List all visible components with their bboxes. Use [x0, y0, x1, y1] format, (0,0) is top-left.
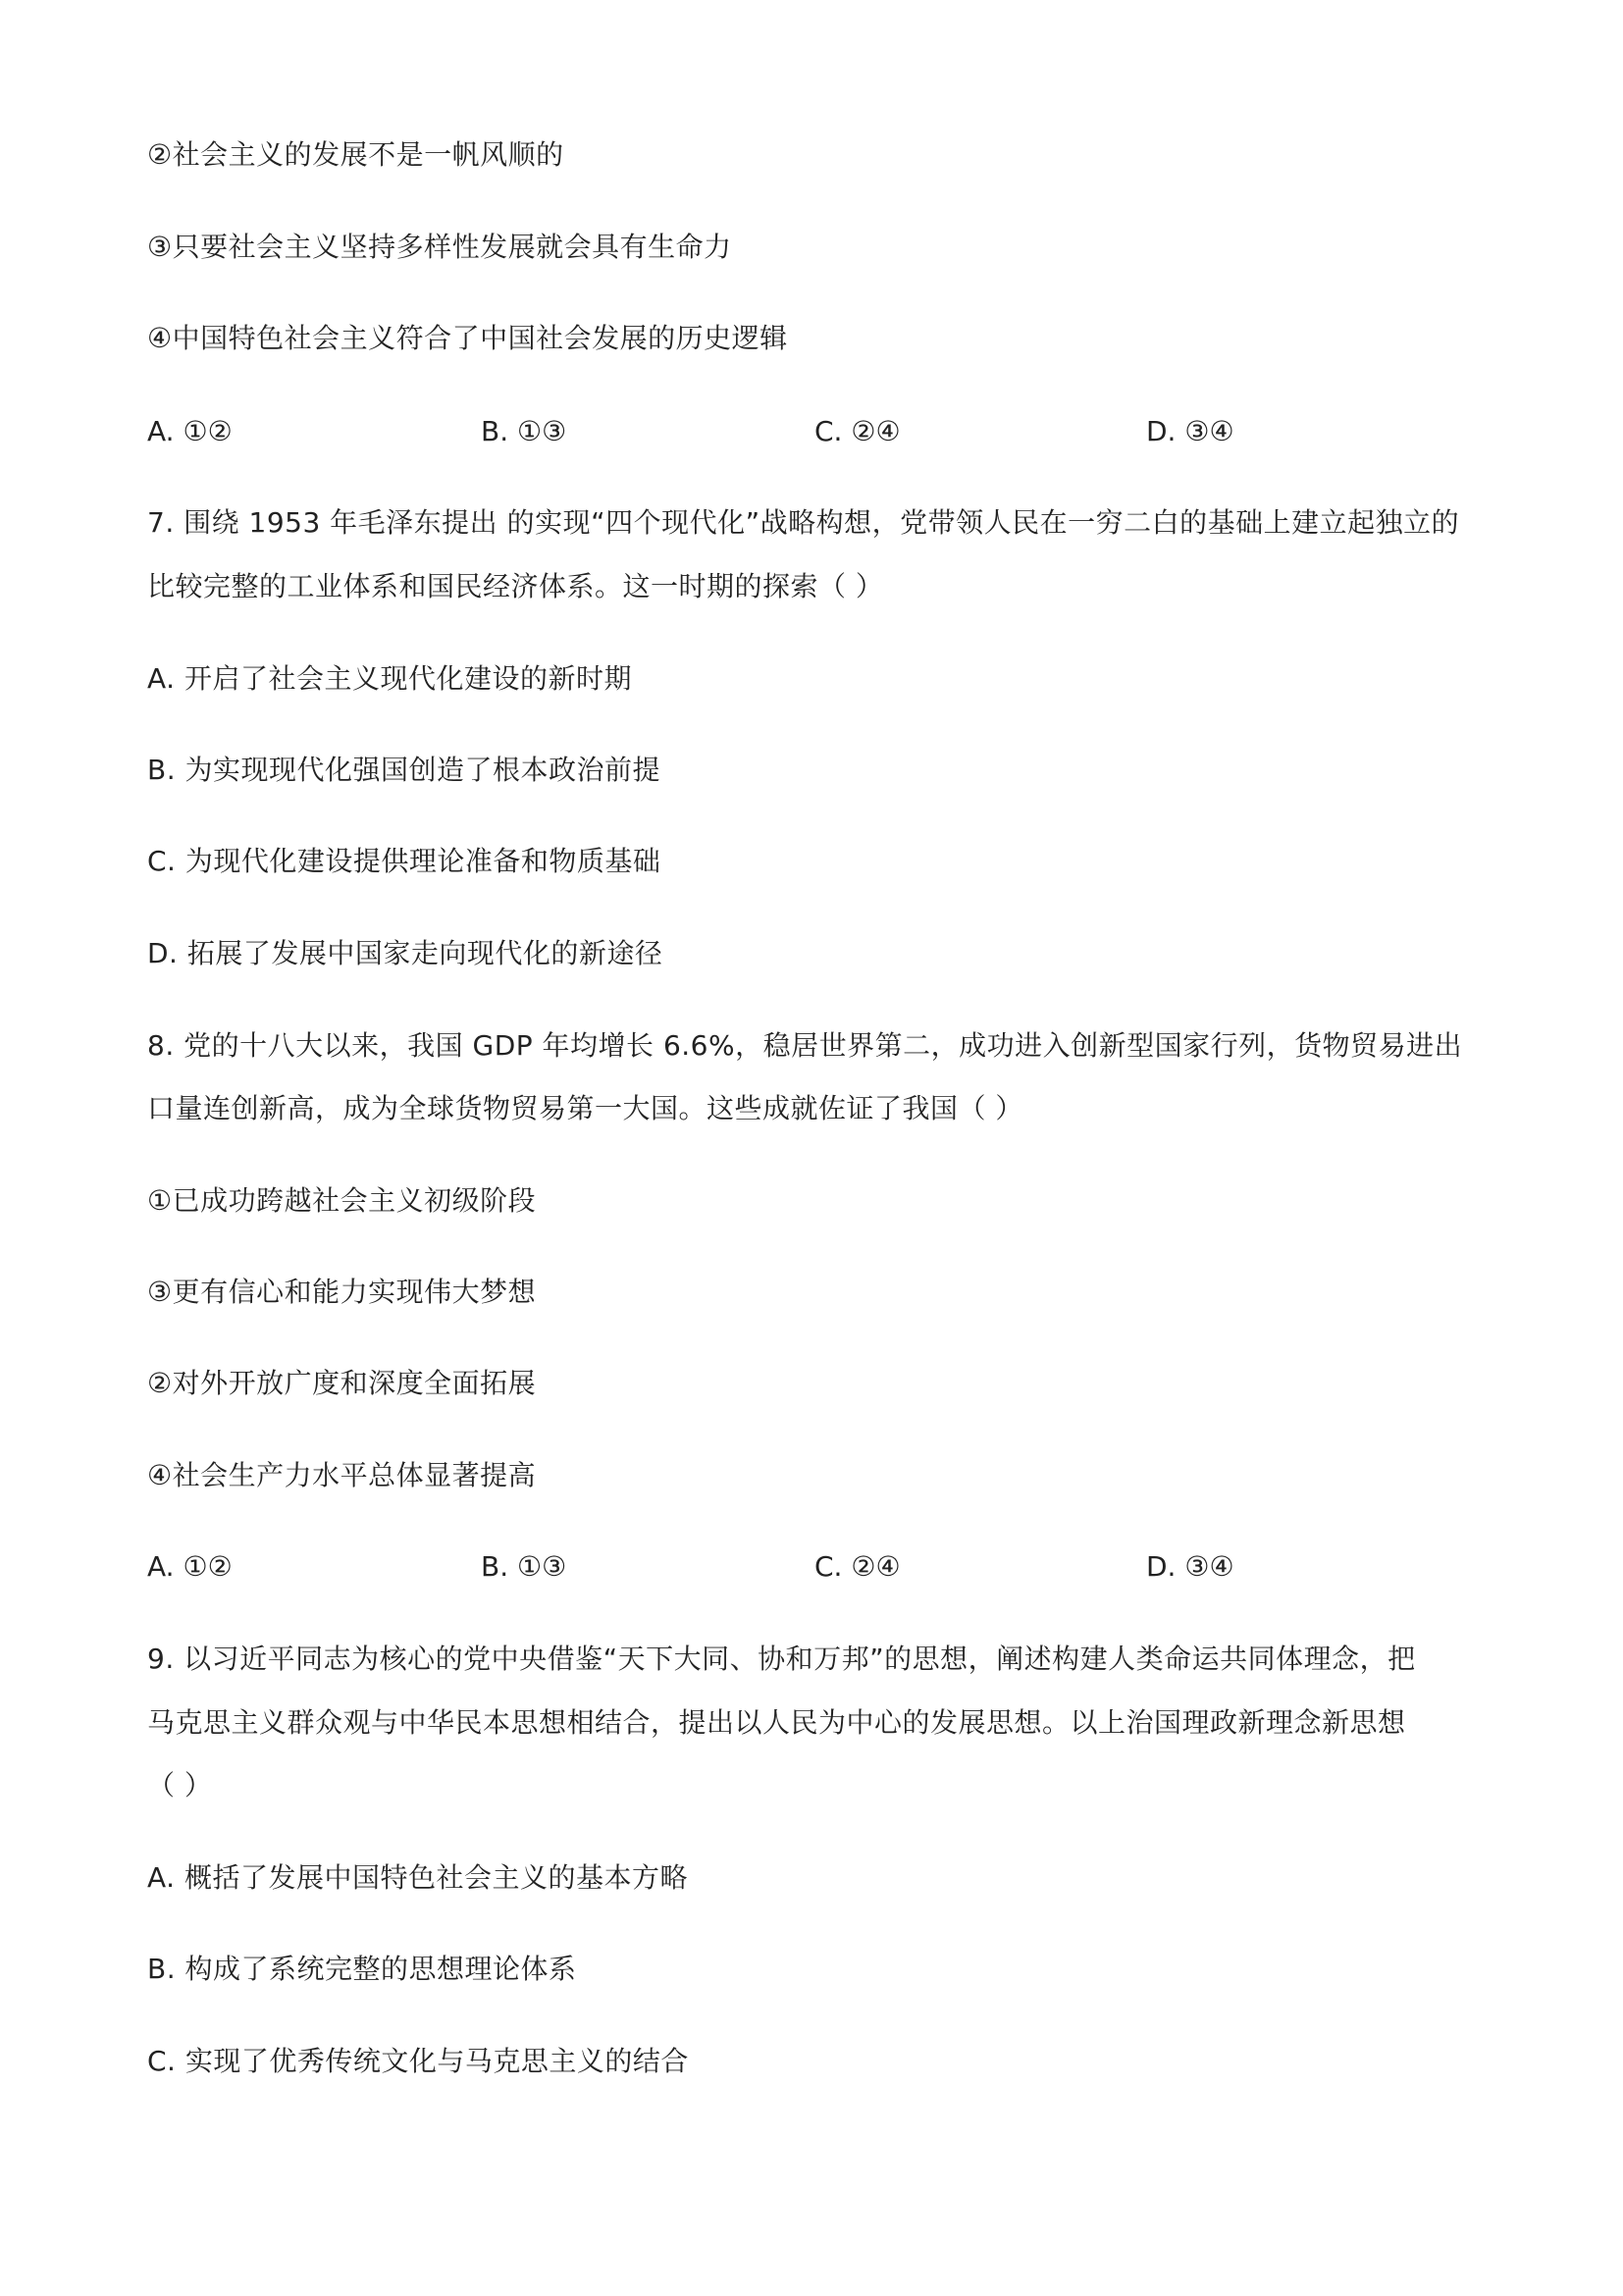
q8-stem-line-1: 8. 党的十八大以来，我国 GDP 年均增长 6.6%，稳居世界第二，成功进入创新型国家行列，货物贸易进出 [147, 1029, 1463, 1062]
q7-option-a: A. 开启了社会主义现代化建设的新时期 [147, 662, 632, 695]
q9-option-c: C. 实现了优秀传统文化与马克思主义的结合 [147, 2045, 689, 2077]
q9-stem-line-2: 马克思主义群众观与中华民本思想相结合，提出以人民为中心的发展思想。以上治国理政新理念新思想 [147, 1706, 1406, 1739]
q8-option-b: B. ①③ [481, 1550, 567, 1583]
q8-statement-4: ④社会生产力水平总体显著提高 [147, 1459, 537, 1491]
q7-option-d: D. 拓展了发展中国家走向现代化的新途径 [147, 937, 663, 969]
q8-statement-1: ①已成功跨越社会主义初级阶段 [147, 1184, 537, 1217]
q8-statement-2: ②对外开放广度和深度全面拓展 [147, 1367, 537, 1399]
q9-stem-line-1: 9. 以习近平同志为核心的党中央借鉴“天下大同、协和万邦”的思想，阐述构建人类命运共同体理念，把 [147, 1643, 1416, 1675]
q9-stem-line-3: （ ） [147, 1769, 213, 1801]
q6-option-b: B. ①③ [481, 415, 567, 447]
q6-option-a: A. ①② [147, 415, 233, 447]
q8-option-c: C. ②④ [814, 1550, 901, 1583]
q8-stem-line-2: 口量连创新高，成为全球货物贸易第一大国。这些成就佐证了我国（ ） [147, 1092, 1023, 1124]
q8-option-a: A. ①② [147, 1550, 233, 1583]
q9-option-a: A. 概括了发展中国特色社会主义的基本方略 [147, 1861, 688, 1894]
q7-stem-line-1: 7. 围绕 1953 年毛泽东提出 的实现“四个现代化”战略构想，党带领人民在一穷二白的基础上建立起独立的 [147, 506, 1460, 539]
q6-option-d: D. ③④ [1146, 415, 1234, 447]
q7-option-c: C. 为现代化建设提供理论准备和物质基础 [147, 845, 661, 877]
q8-statement-3: ③更有信心和能力实现伟大梦想 [147, 1276, 537, 1308]
q8-option-d: D. ③④ [1146, 1550, 1234, 1583]
q9-option-b: B. 构成了系统完整的思想理论体系 [147, 1953, 577, 1985]
q6-option-c: C. ②④ [814, 415, 901, 447]
q7-stem-line-2: 比较完整的工业体系和国民经济体系。这一时期的探索（ ） [147, 570, 884, 602]
q6-statement-3: ③只要社会主义坚持多样性发展就会具有生命力 [147, 231, 732, 263]
q6-statement-2: ②社会主义的发展不是一帆风顺的 [147, 138, 564, 171]
q7-option-b: B. 为实现现代化强国创造了根本政治前提 [147, 754, 661, 786]
q6-statement-4: ④中国特色社会主义符合了中国社会发展的历史逻辑 [147, 322, 788, 354]
